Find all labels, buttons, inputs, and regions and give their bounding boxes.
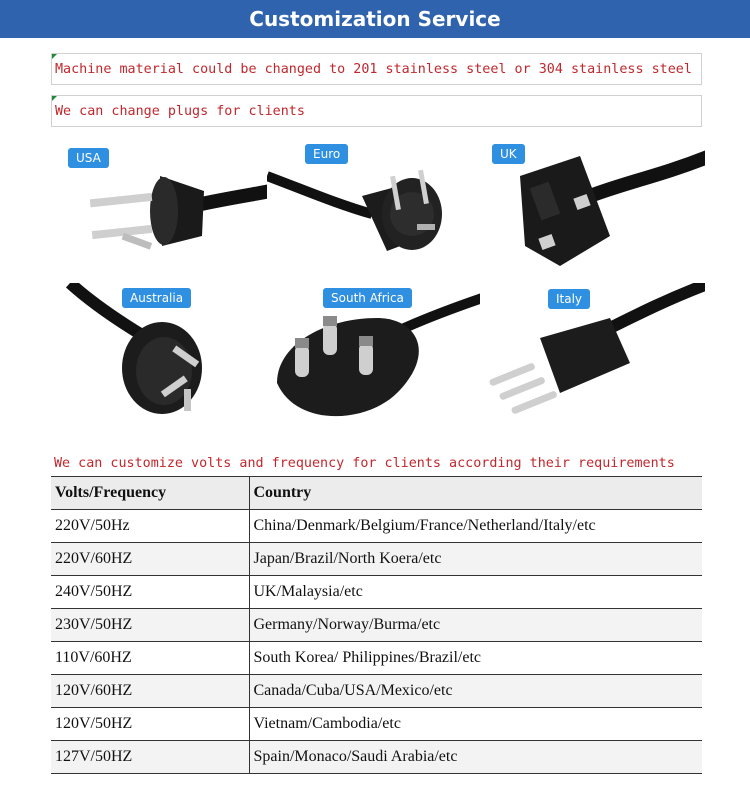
plug-card-usa <box>52 136 277 274</box>
table-row <box>51 675 702 708</box>
cell-country: Vietnam/Cambodia/etc <box>249 708 702 741</box>
cell-country: UK/Malaysia/etc <box>249 576 702 609</box>
volts-note <box>51 452 702 474</box>
header-volts: Volts/Frequency <box>51 477 249 510</box>
corner-marker <box>52 96 57 101</box>
table-row <box>51 576 702 609</box>
table-row <box>51 510 702 543</box>
cell-volts: 240V/50HZ <box>51 576 249 609</box>
cell-volts: 220V/50Hz <box>51 510 249 543</box>
table-row <box>51 741 702 774</box>
table-row <box>51 642 702 675</box>
cell-country: South Korea/ Philippines/Brazil/etc <box>249 642 702 675</box>
plugs-note-text: We can change plugs for clients <box>55 103 305 119</box>
plug-card-italy <box>480 283 705 421</box>
material-note <box>51 53 702 85</box>
cell-country: China/Denmark/Belgium/France/Netherland/Italy/etc <box>249 510 702 543</box>
corner-marker <box>52 54 57 59</box>
plug-card-south-africa <box>267 283 492 421</box>
cell-volts: 220V/60HZ <box>51 543 249 576</box>
plug-label-uk: UK <box>492 144 525 164</box>
plug-label-italy: Italy <box>548 289 590 309</box>
plug-label-usa: USA <box>68 148 109 168</box>
cell-country: Spain/Monaco/Saudi Arabia/etc <box>249 741 702 774</box>
cell-country: Canada/Cuba/USA/Mexico/etc <box>249 675 702 708</box>
header-country: Country <box>249 477 702 510</box>
cell-volts: 120V/60HZ <box>51 675 249 708</box>
euro-plug-icon <box>267 136 492 274</box>
cell-country: Japan/Brazil/North Koera/etc <box>249 543 702 576</box>
voltage-table <box>51 476 702 774</box>
plug-card-euro <box>267 136 492 274</box>
plug-card-australia <box>52 283 277 421</box>
table-header-row <box>51 477 702 510</box>
table-row <box>51 543 702 576</box>
cell-volts: 120V/50HZ <box>51 708 249 741</box>
page-banner <box>0 0 750 38</box>
cell-volts: 127V/50HZ <box>51 741 249 774</box>
cell-volts: 230V/50HZ <box>51 609 249 642</box>
plug-card-uk <box>480 136 705 274</box>
table-row <box>51 609 702 642</box>
plug-label-south-africa: South Africa <box>323 288 412 308</box>
cell-volts: 110V/60HZ <box>51 642 249 675</box>
plug-label-euro: Euro <box>305 144 348 164</box>
italy-plug-icon <box>480 283 705 421</box>
table-row <box>51 708 702 741</box>
cell-country: Germany/Norway/Burma/etc <box>249 609 702 642</box>
plugs-note <box>51 95 702 127</box>
page-title: Customization Service <box>249 7 501 31</box>
plug-label-australia: Australia <box>122 288 191 308</box>
material-note-text: Machine material could be changed to 201 stainless steel or 304 stainless steel <box>55 61 692 77</box>
volts-note-text: We can customize volts and frequency for clients according their requirements <box>54 455 675 471</box>
